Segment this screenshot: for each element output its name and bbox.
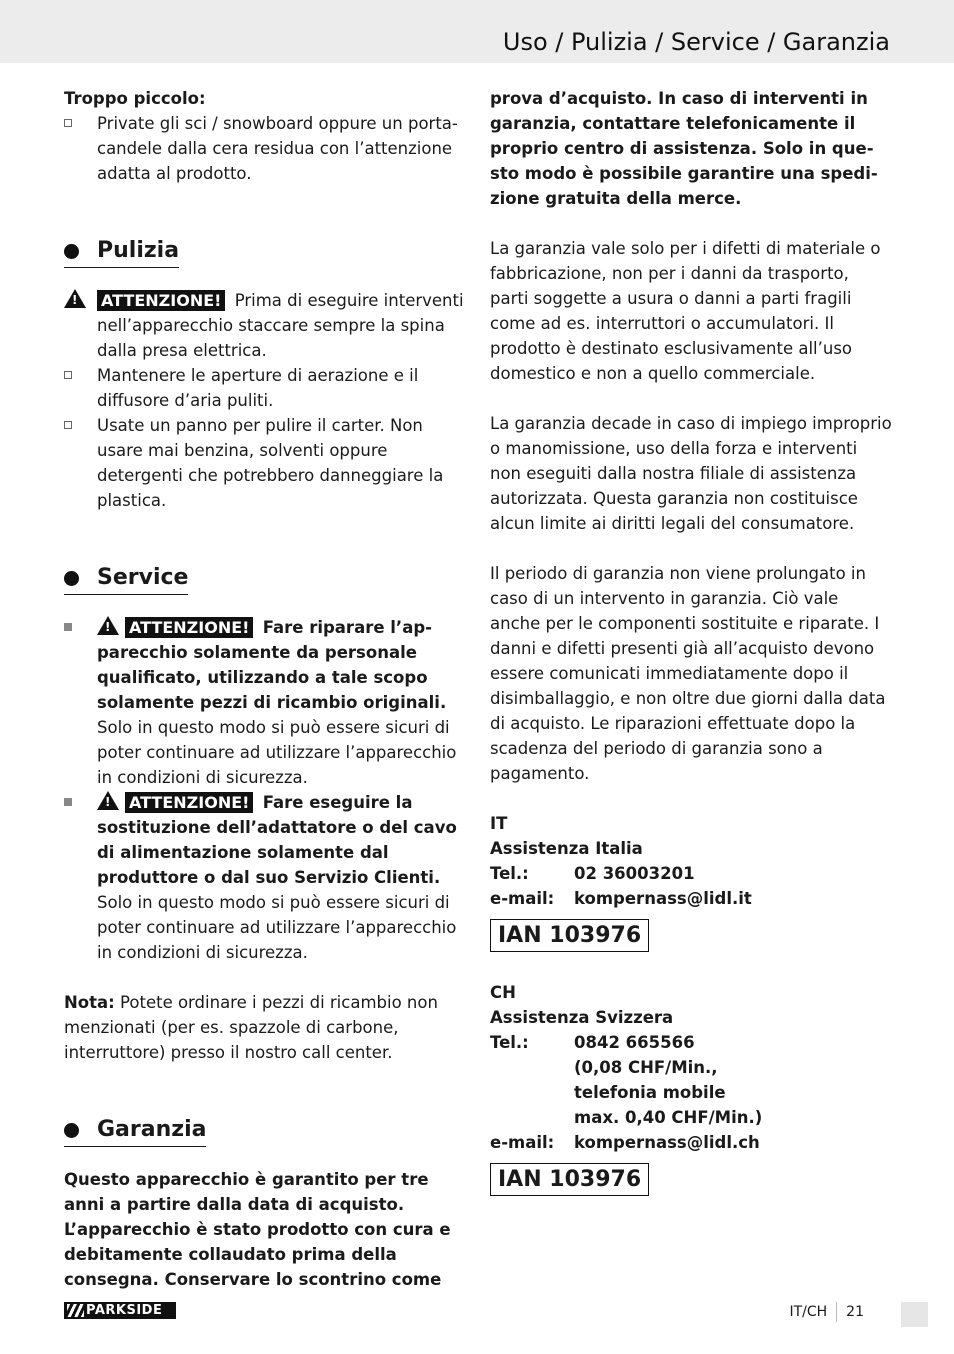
footer-tab — [901, 1302, 928, 1327]
square-bullet-icon — [64, 623, 72, 631]
warning-triangle-icon — [97, 791, 119, 810]
footer-page-info — [789, 1302, 864, 1322]
right-column — [490, 86, 892, 1196]
garanzia-paragraph-3: Il periodo di garanzia non viene prolungato in caso di un intervento in garanzia. Ciò vale anche per le componenti sostituite e riparate. I danni e difetti presenti già all’acquisto devono essere comunicati immediatamente dopo il disimballaggio, e non oltre due giorni dalla data di acquisto. Le riparazioni effettuate dopo la scadenza del periodo di garanzia sono a pagamento. — [490, 564, 886, 783]
bullet-dot-icon — [64, 1123, 79, 1138]
service-name: Assistenza Italia — [490, 839, 643, 858]
warning-triangle-icon — [64, 289, 86, 308]
list-item: Usate un panno per pulire il carter. Non usare mai benzina, solventi oppure detergenti che potrebbero danneggiare la plastica. — [64, 413, 464, 513]
phone-note-row: telefonia mobile — [574, 1083, 726, 1102]
checkbox-bullet-icon — [64, 421, 72, 429]
contact-italy — [490, 811, 892, 952]
square-bullet-icon — [64, 798, 72, 806]
left-column — [64, 86, 464, 1292]
garanzia-continued: prova d’acquisto. In caso di interventi in garanzia, contattare telefonicamente il proprio centro di assistenza. Solo in questo modo è possibile garantire una spedizione gratuita della merce. — [490, 89, 878, 208]
bullet-dot-icon — [64, 244, 79, 259]
email-address[interactable]: kompernass@lidl.it — [574, 889, 752, 908]
warning-triangle-icon — [97, 616, 119, 635]
troppo-piccolo-title: Troppo piccolo: — [64, 89, 206, 108]
note-paragraph: Nota: Potete ordinare i pezzi di ricambio non menzionati (per es. spazzole di carbone, interruttore) presso il nostro call center. — [64, 993, 438, 1062]
phone-number[interactable]: 02 36003201 — [574, 864, 695, 883]
logo-stripes-icon — [67, 1304, 84, 1317]
ian-box: IAN 103976 — [490, 1163, 649, 1196]
section-heading-garanzia: Garanzia — [64, 1115, 206, 1147]
phone-note-row: max. 0,40 CHF/Min.) — [574, 1108, 763, 1127]
phone-row: Tel.: 02 36003201 — [490, 861, 892, 886]
checkbox-bullet-icon — [64, 371, 72, 379]
language-code: IT/CH — [789, 1304, 828, 1320]
ian-box: IAN 103976 — [490, 919, 649, 952]
section-heading-service: Service — [64, 563, 188, 595]
garanzia-paragraph-1: La garanzia vale solo per i difetti di materiale o fabbricazione, non per i danni da trasporto, parti soggette a usura o danni a parti fragili come ad es. interruttori o accumulatori. Il prodotto è destinato esclusivamente all’uso domestico e non a quello commerciale. — [490, 239, 881, 383]
garanzia-intro: Questo apparecchio è garantito per tre anni a partire dalla data di acquisto. L’apparecchio è stato prodotto con cura e debitamente collaudato prima della consegna. Conservare lo scontrino come — [64, 1170, 451, 1289]
list-item: Mantenere le aperture di aerazione e il diffusore d’aria puliti. — [64, 363, 464, 413]
page-number: 21 — [846, 1304, 864, 1320]
contact-switzerland — [490, 980, 892, 1196]
email-address[interactable]: kompernass@lidl.ch — [574, 1133, 760, 1152]
phone-row: Tel.: 0842 665566 — [490, 1030, 892, 1055]
service-item-1: !ATTENZIONE! Fare riparare l’apparecchio solamente da personale qualificato, utilizzando a tale scopo solamente pezzi di ricambio originali. Solo in questo modo si può essere sicuri di poter continuare ad utilizzare l’apparecchio in condizioni di sicurezza. — [64, 615, 464, 790]
warning-label: ATTENZIONE! — [97, 290, 225, 311]
checkbox-bullet-icon — [64, 119, 72, 127]
warning-label: ATTENZIONE! — [125, 792, 253, 813]
parkside-logo: PARKSIDE — [64, 1302, 176, 1319]
service-name: Assistenza Svizzera — [490, 1008, 674, 1027]
service-item-2: !ATTENZIONE! Fare eseguire la sostituzione dell’adattatore o del cavo di alimentazione solamente dal produttore o dal suo Servizio Clienti. Solo in questo modo si può essere sicuri di poter continuare ad utilizzare l’apparecchio in condizioni di sicurezza. — [64, 790, 464, 965]
warning-item: !ATTENZIONE! Prima di eseguire interventi nell’apparecchio staccare sempre la spina dalla presa elettrica. — [64, 288, 464, 363]
list-item: Private gli sci / snowboard oppure un portacandele dalla cera residua con l’attenzione adatta al prodotto. — [64, 111, 464, 186]
phone-note-row: (0,08 CHF/Min., — [574, 1058, 718, 1077]
section-heading-pulizia: Pulizia — [64, 236, 179, 268]
email-row: e-mail: kompernass@lidl.it — [490, 886, 892, 911]
country-code: IT — [490, 814, 508, 833]
bullet-dot-icon — [64, 571, 79, 586]
phone-number[interactable]: 0842 665566 — [574, 1033, 695, 1052]
warning-label: ATTENZIONE! — [125, 617, 253, 638]
garanzia-paragraph-2: La garanzia decade in caso di impiego improprio o manomissione, uso della forza e interventi non eseguiti dalla nostra filiale di assistenza autorizzata. Questa garanzia non costituisce alcun limite ai diritti legali del consumatore. — [490, 414, 892, 533]
footer-divider — [836, 1302, 837, 1322]
page-title: Uso / Pulizia / Service / Garanzia — [502, 28, 890, 56]
email-row: e-mail: kompernass@lidl.ch — [490, 1130, 892, 1155]
country-code: CH — [490, 983, 516, 1002]
